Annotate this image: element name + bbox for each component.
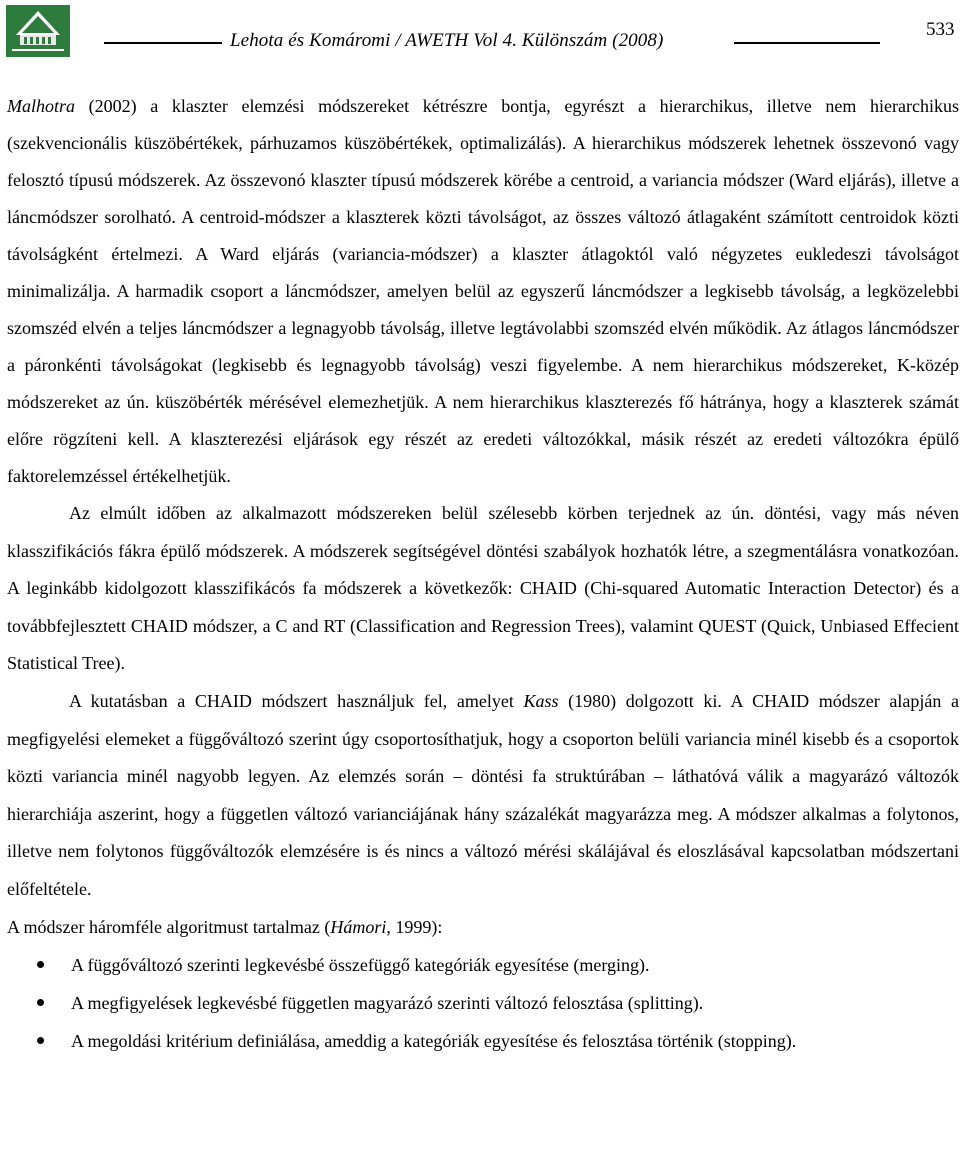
- page-number: 533: [926, 19, 955, 40]
- article-body: [7, 88, 959, 1060]
- paragraph-4: [7, 909, 959, 947]
- list-item-text: A megoldási kritérium definiálása, ameddig a kategóriák egyesítése és felosztása történik (stopping).: [71, 1031, 797, 1052]
- algorithm-list: [7, 946, 959, 1060]
- list-item: [7, 984, 959, 1022]
- paragraph-text: (2002) a klaszter elemzési módszereket kétrészre bontja, egyrészt a hierarchikus, illetve nem hierarchikus (szekvencionális küszöbértékek, párhuzamos küszöbértékek, optimalizálás). A hierarchikus módszerek lehetnek összevonó vagy felosztó típusú módszerek. Az összevonó klaszter típusú módszerek körébe a centroid, a variancia módszer (Ward eljárás), illetve a láncmódszer sorolható. A centroid-módszer a klaszterek közti távolságot, az összes változó átlagaként számított centroidok közti távolságként értelmezi. A Ward eljárás (variancia-módszer) a klaszter átlagoktól való négyzetes eukledeszi távolságot minimalizálja. A harmadik csoport a láncmódszer, amelyen belül az egyszerű láncmódszer a legkisebb távolság, a legközelebbi szomszéd elvén a teljes láncmódszer a legnagyobb távolság, illetve legtávolabbi szomszéd elvén működik. Az átlagos láncmódszer a páronkénti távolságokat (legkisebb és legnagyobb távolság) veszi figyelembe. A nem hierarchikus módszereket, K-közép módszereket az ún. küszöbérték mérésével elemezhetjük. A nem hierarchikus klaszterezés fő hátránya, hogy a klaszterek számát előre rögzíteni kell. A klaszterezési eljárások egy részét az eredeti változókkal, másik részét az eredeti változókra épülő faktorelemzéssel értékelhetjük.: [7, 96, 959, 486]
- running-title: Lehota és Komáromi / AWETH Vol 4. Különszám (2008): [230, 30, 664, 51]
- author-citation: Malhotra: [7, 96, 76, 116]
- paragraph-text: A módszer háromféle algoritmust tartalmaz (: [7, 916, 331, 937]
- paragraph-1: [7, 88, 959, 495]
- list-item-text: A függőváltozó szerinti legkevésbé összefüggő kategóriák egyesítése (merging).: [71, 955, 650, 976]
- paragraph-text: A kutatásban a CHAID módszert használjuk fel, amelyet: [69, 690, 524, 711]
- bullet-icon: [37, 961, 44, 968]
- bullet-icon: [37, 999, 44, 1006]
- list-item: [7, 1022, 959, 1060]
- paragraph-text: (1980) dolgozott ki. A CHAID módszer alapján a megfigyelési elemeket a függőváltozó szerint úgy csoportosíthatjuk, hogy a csoporton belüli variancia minél kisebb és a csoportok közti variancia minél nagyobb legyen. Az elemzés során – döntési fa struktúrában – láthatóvá válik a magyarázó változók hierarchiája aszerint, hogy a független változó varianciájának hány százalékát magyarázza meg. A módszer alkalmas a folytonos, illetve nem folytonos függőváltozók elemzésére is és nincs a változó mérési skálájával és eloszlásával kapcsolatban módszertani előfeltétele.: [7, 690, 959, 899]
- paragraph-text: , 1999):: [386, 916, 443, 937]
- list-item-text: A megfigyelések legkevésbé független magyarázó szerinti változó felosztása (splitting).: [71, 993, 704, 1014]
- list-item: [7, 946, 959, 984]
- bullet-icon: [37, 1037, 44, 1044]
- journal-logo-icon: [6, 5, 70, 57]
- header-rule-left: [104, 42, 222, 44]
- author-citation: Kass: [523, 690, 559, 711]
- paragraph-2: Az elmúlt időben az alkalmazott módszereken belül szélesebb körben terjednek az ún. döntési, vagy más néven klasszifikációs fákra épülő módszerek. A módszerek segítségével döntési szabályok hozhatók létre, a szegmentálásra vonatkozóan. A leginkább kidolgozott klasszifikácós fa módszerek a következők: CHAID (Chi-squared Automatic Interaction Detector) és a továbbfejlesztett CHAID módszer, a C and RT (Classification and Regression Trees), valamint QUEST (Quick, Unbiased Effecient Statistical Tree).: [7, 503, 959, 674]
- paragraph-3: [7, 683, 959, 909]
- header-rule-right: [734, 42, 880, 44]
- page-header: [0, 0, 960, 62]
- author-citation: Hámori: [330, 916, 387, 937]
